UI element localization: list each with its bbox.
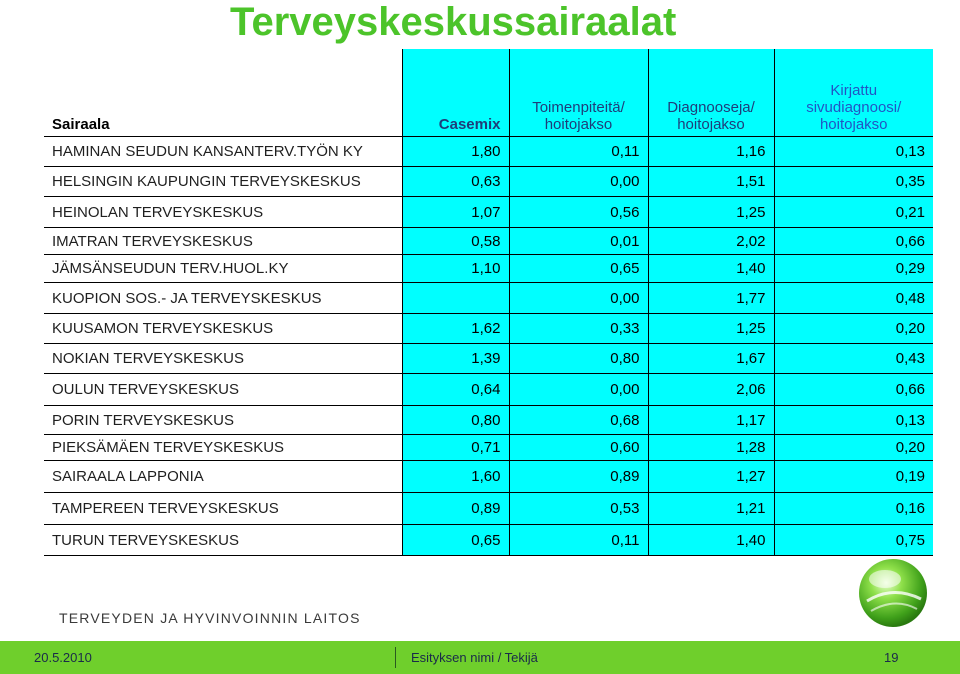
thl-logo-text: TERVEYDEN JA HYVINVOINNIN LAITOS <box>59 610 361 626</box>
header-kirjattu-line-2: sivudiagnoosi/ <box>806 99 902 116</box>
cell-toimenpiteita: 0,56 <box>509 197 648 228</box>
cell-toimenpiteita: 0,00 <box>509 283 648 314</box>
table-row <box>44 493 933 525</box>
cell-diagnooseja: 2,06 <box>648 374 774 406</box>
cell-kirjattu: 0,35 <box>774 167 933 197</box>
header-diagnooseja-line-2: hoitojakso <box>677 116 745 133</box>
table-row <box>44 255 933 283</box>
cell-kirjattu: 0,20 <box>774 435 933 461</box>
cell-sairaala: TURUN TERVEYSKESKUS <box>44 525 402 556</box>
cell-sairaala: HAMINAN SEUDUN KANSANTERV.TYÖN KY <box>44 137 402 167</box>
header-toimenpiteita-line-1: Toimenpiteitä/ <box>532 99 625 116</box>
table-header-row <box>44 49 933 137</box>
cell-sairaala: NOKIAN TERVEYSKESKUS <box>44 344 402 374</box>
footer-presentation: Esityksen nimi / Tekijä <box>411 650 538 665</box>
table-row <box>44 461 933 493</box>
cell-sairaala: JÄMSÄNSEUDUN TERV.HUOL.KY <box>44 255 402 283</box>
cell-kirjattu: 0,43 <box>774 344 933 374</box>
cell-casemix: 0,65 <box>402 525 509 556</box>
cell-sairaala: SAIRAALA LAPPONIA <box>44 461 402 493</box>
cell-kirjattu: 0,19 <box>774 461 933 493</box>
cell-sairaala: PIEKSÄMÄEN TERVEYSKESKUS <box>44 435 402 461</box>
cell-kirjattu: 0,13 <box>774 137 933 167</box>
cell-sairaala: HEINOLAN TERVEYSKESKUS <box>44 197 402 228</box>
cell-diagnooseja: 1,25 <box>648 197 774 228</box>
footer-bar <box>0 641 960 674</box>
header-sairaala: Sairaala <box>44 49 402 137</box>
cell-sairaala: OULUN TERVEYSKESKUS <box>44 374 402 406</box>
cell-kirjattu: 0,16 <box>774 493 933 525</box>
cell-kirjattu: 0,13 <box>774 406 933 435</box>
cell-casemix: 1,10 <box>402 255 509 283</box>
cell-kirjattu: 0,66 <box>774 228 933 255</box>
cell-casemix: 1,60 <box>402 461 509 493</box>
header-kirjattu <box>774 49 933 137</box>
cell-diagnooseja: 2,02 <box>648 228 774 255</box>
header-kirjattu-line-1: Kirjattu <box>830 82 878 99</box>
cell-diagnooseja: 1,28 <box>648 435 774 461</box>
cell-toimenpiteita: 0,01 <box>509 228 648 255</box>
cell-sairaala: KUOPION SOS.- JA TERVEYSKESKUS <box>44 283 402 314</box>
cell-kirjattu: 0,75 <box>774 525 933 556</box>
header-casemix: Casemix <box>402 49 509 137</box>
cell-sairaala: KUUSAMON TERVEYSKESKUS <box>44 314 402 344</box>
table-row <box>44 525 933 556</box>
cell-sairaala: PORIN TERVEYSKESKUS <box>44 406 402 435</box>
header-diagnooseja <box>648 49 774 137</box>
cell-kirjattu: 0,20 <box>774 314 933 344</box>
cell-casemix <box>402 283 509 314</box>
footer-divider <box>395 647 396 668</box>
cell-toimenpiteita: 0,68 <box>509 406 648 435</box>
cell-toimenpiteita: 0,00 <box>509 167 648 197</box>
table-row <box>44 435 933 461</box>
header-diagnooseja-line-1: Diagnooseja/ <box>667 99 755 116</box>
cell-toimenpiteita: 0,11 <box>509 137 648 167</box>
table-row <box>44 228 933 255</box>
table-row <box>44 344 933 374</box>
table-row <box>44 283 933 314</box>
table-row <box>44 406 933 435</box>
table-row <box>44 314 933 344</box>
header-toimenpiteita-line-2: hoitojakso <box>544 116 613 133</box>
cell-toimenpiteita: 0,00 <box>509 374 648 406</box>
cell-toimenpiteita: 0,89 <box>509 461 648 493</box>
green-globe-icon <box>855 555 931 631</box>
footer-page-number: 19 <box>884 650 899 665</box>
cell-kirjattu: 0,66 <box>774 374 933 406</box>
cell-toimenpiteita: 0,65 <box>509 255 648 283</box>
cell-kirjattu: 0,29 <box>774 255 933 283</box>
cell-casemix: 0,58 <box>402 228 509 255</box>
cell-casemix: 1,62 <box>402 314 509 344</box>
header-toimenpiteita <box>509 49 648 137</box>
cell-diagnooseja: 1,40 <box>648 255 774 283</box>
page-title: Terveyskeskussairaalat <box>230 0 677 44</box>
table-row <box>44 167 933 197</box>
cell-diagnooseja: 1,21 <box>648 493 774 525</box>
cell-kirjattu: 0,48 <box>774 283 933 314</box>
cell-sairaala: HELSINGIN KAUPUNGIN TERVEYSKESKUS <box>44 167 402 197</box>
cell-casemix: 1,80 <box>402 137 509 167</box>
cell-casemix: 0,89 <box>402 493 509 525</box>
cell-diagnooseja: 1,77 <box>648 283 774 314</box>
cell-casemix: 0,80 <box>402 406 509 435</box>
cell-diagnooseja: 1,27 <box>648 461 774 493</box>
cell-casemix: 1,39 <box>402 344 509 374</box>
cell-diagnooseja: 1,67 <box>648 344 774 374</box>
cell-diagnooseja: 1,51 <box>648 167 774 197</box>
cell-sairaala: IMATRAN TERVEYSKESKUS <box>44 228 402 255</box>
cell-toimenpiteita: 0,80 <box>509 344 648 374</box>
cell-casemix: 1,07 <box>402 197 509 228</box>
cell-toimenpiteita: 0,60 <box>509 435 648 461</box>
table-row <box>44 374 933 406</box>
footer-date: 20.5.2010 <box>34 650 92 665</box>
cell-diagnooseja: 1,17 <box>648 406 774 435</box>
cell-toimenpiteita: 0,53 <box>509 493 648 525</box>
header-kirjattu-line-3: hoitojakso <box>819 116 888 133</box>
cell-casemix: 0,71 <box>402 435 509 461</box>
cell-toimenpiteita: 0,33 <box>509 314 648 344</box>
cell-diagnooseja: 1,25 <box>648 314 774 344</box>
cell-diagnooseja: 1,40 <box>648 525 774 556</box>
table-row <box>44 197 933 228</box>
cell-sairaala: TAMPEREEN TERVEYSKESKUS <box>44 493 402 525</box>
cell-toimenpiteita: 0,11 <box>509 525 648 556</box>
hospital-table <box>44 49 933 556</box>
cell-kirjattu: 0,21 <box>774 197 933 228</box>
cell-diagnooseja: 1,16 <box>648 137 774 167</box>
table-row <box>44 137 933 167</box>
cell-casemix: 0,64 <box>402 374 509 406</box>
cell-casemix: 0,63 <box>402 167 509 197</box>
